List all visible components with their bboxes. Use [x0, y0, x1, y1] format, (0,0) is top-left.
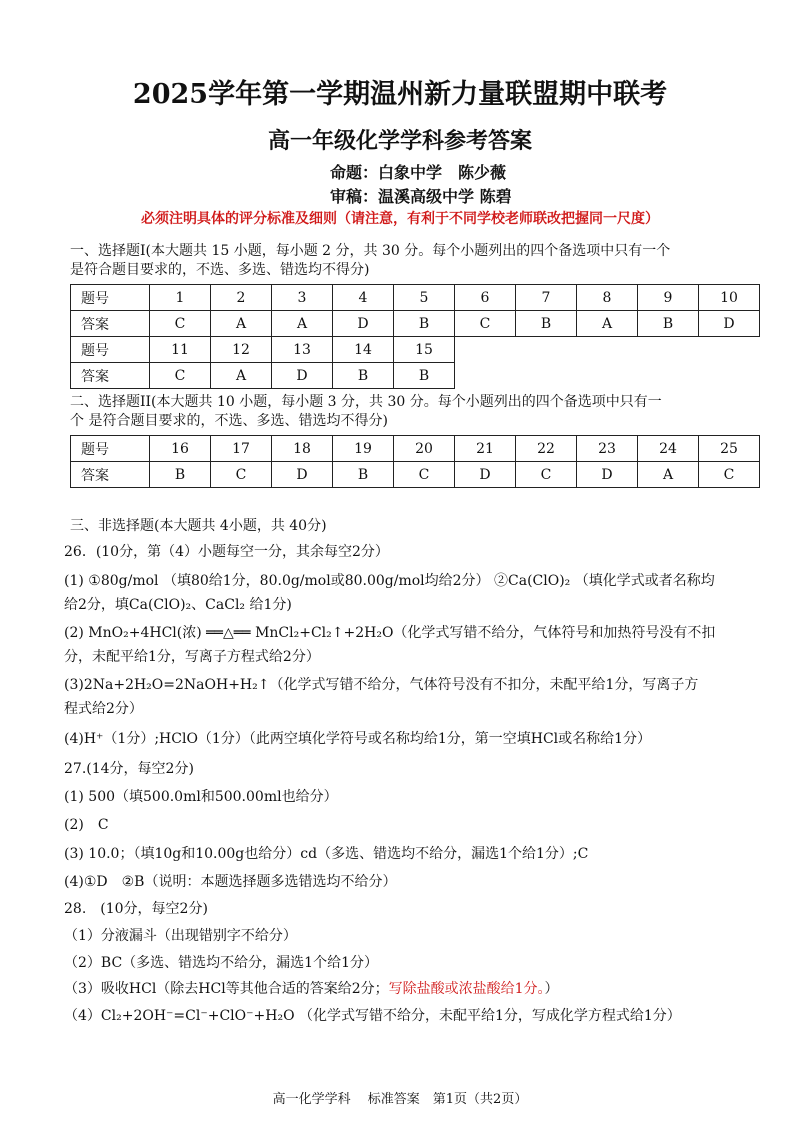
answer-cell: A [638, 462, 699, 488]
answer-cell: D [333, 311, 394, 337]
reviewer-line: 审稿：温溪高级中学 陈碧 [330, 187, 512, 206]
question-number: 7 [516, 285, 577, 311]
q27-part4: (4)①D ②B（说明：本题选择题多选错选均不给分） [64, 874, 397, 890]
q27-part3: (3) 10.0；（填10g和10.00g也给分）cd（多选、错选均不给分，漏选1个给1分）;C [64, 846, 589, 862]
question-number: 4 [333, 285, 394, 311]
answer-cell: D [272, 363, 333, 389]
table-row [71, 337, 455, 363]
answer-cell: D [699, 311, 760, 337]
table-row [71, 311, 760, 337]
q28-part3-highlight: 写除盐酸或浓盐酸给1分。 [388, 981, 545, 997]
table-row [71, 436, 760, 462]
answer-cell: C [699, 462, 760, 488]
question-number: 19 [333, 436, 394, 462]
answer-label: 答案 [71, 363, 150, 389]
question-label: 题号 [71, 285, 150, 311]
table-row [71, 462, 760, 488]
page-subtitle: 高一年级化学学科参考答案 [267, 128, 532, 154]
answer-cell: C [516, 462, 577, 488]
question-number: 5 [394, 285, 455, 311]
question-number: 25 [699, 436, 760, 462]
q26-heading: 26．(10分，第（4）小题每空一分，其余每空2分） [64, 544, 389, 560]
question-number: 15 [394, 337, 455, 363]
q27-part1: (1) 500（填500.0ml和500.00ml也给分） [64, 789, 338, 805]
section3-heading: 三、非选择题(本大题共 4小题，共 40分) [70, 518, 327, 534]
question-number: 13 [272, 337, 333, 363]
q27-part2: (2) C [64, 817, 109, 833]
question-number: 12 [211, 337, 272, 363]
q27-heading: 27.(14分，每空2分) [64, 761, 194, 777]
question-number: 8 [577, 285, 638, 311]
q26-part3-line2: 程式给2分） [64, 701, 143, 717]
question-number: 23 [577, 436, 638, 462]
question-number: 10 [699, 285, 760, 311]
question-number: 17 [211, 436, 272, 462]
answer-cell: B [394, 311, 455, 337]
question-label: 题号 [71, 436, 150, 462]
q26-part1-line2: 给2分，填Ca(ClO)₂、CaCl₂ 给1分) [64, 597, 292, 613]
answer-cell: C [150, 311, 211, 337]
answer-label: 答案 [71, 462, 150, 488]
answer-cell: B [333, 363, 394, 389]
table-row [71, 363, 455, 389]
section1-intro-line1: 一、选择题Ⅰ(本大题共 15 小题，每小题 2 分，共 30 分。每个小题列出的四个备选项中只有一个 [70, 243, 671, 259]
answer-cell: A [211, 363, 272, 389]
q26-part3-line1: (3)2Na+2H₂O=2NaOH+H₂↑（化学式写错不给分，气体符号没有不扣分，未配平给1分，写离子方 [64, 677, 699, 693]
question-number: 20 [394, 436, 455, 462]
q26-part1-line1: (1) ①80g/mol （填80给1分，80.0g/mol或80.00g/mol均给2分） ②Ca(ClO)₂ （填化学式或者名称均 [64, 573, 715, 589]
answer-cell: B [516, 311, 577, 337]
question-number: 2 [211, 285, 272, 311]
section1-intro-line2: 是符合题目要求的，不选、多选、错选均不得分) [70, 262, 370, 278]
answer-label: 答案 [71, 311, 150, 337]
answer-table-1 [70, 284, 760, 337]
q28-part1: （1）分液漏斗（出现错别字不给分） [64, 928, 297, 944]
q26-part4: (4)H⁺（1分）;HClO（1分）（此两空填化学符号或名称均给1分，第一空填HCl或名称给1分） [64, 731, 652, 747]
question-number: 14 [333, 337, 394, 363]
question-number: 9 [638, 285, 699, 311]
answer-cell: D [455, 462, 516, 488]
answer-cell: B [150, 462, 211, 488]
answer-cell: A [577, 311, 638, 337]
answer-cell: C [150, 363, 211, 389]
answer-cell: B [333, 462, 394, 488]
question-number: 24 [638, 436, 699, 462]
question-number: 21 [455, 436, 516, 462]
answer-cell: C [394, 462, 455, 488]
question-label: 题号 [71, 337, 150, 363]
answer-cell: B [638, 311, 699, 337]
question-number: 3 [272, 285, 333, 311]
answer-cell: D [577, 462, 638, 488]
q28-part4: （4）Cl₂+2OH⁻=Cl⁻+ClO⁻+H₂O （化学式写错不给分，未配平给1分，写成化学方程式给1分） [64, 1008, 681, 1024]
answer-cell: C [455, 311, 516, 337]
answer-cell: C [211, 462, 272, 488]
table-row [71, 285, 760, 311]
q28-part3-close: ） [544, 981, 559, 997]
question-number: 6 [455, 285, 516, 311]
q28-part3 [64, 978, 559, 998]
q28-part2: （2）BC（多选、错选均不给分，漏选1个给1分） [64, 955, 378, 971]
answer-cell: D [272, 462, 333, 488]
question-number: 1 [150, 285, 211, 311]
q28-heading: 28. (10分，每空2分) [64, 901, 208, 917]
answer-cell: B [394, 363, 455, 389]
answer-cell: A [272, 311, 333, 337]
question-number: 22 [516, 436, 577, 462]
q26-part2-line1: (2) MnO₂+4HCl(浓) ══△══ MnCl₂+Cl₂↑+2H₂O（化学式写错不给分，气体符号和加热符号没有不扣 [64, 625, 716, 641]
answer-cell: A [211, 311, 272, 337]
question-number: 11 [150, 337, 211, 363]
question-number: 16 [150, 436, 211, 462]
page-footer: 高一化学学科 标准答案 第1页（共2页） [272, 1092, 528, 1107]
q28-part3-text: （3）吸收HCl（除去HCl等其他合适的答案给2分； [64, 981, 389, 997]
grading-notice: 必须注明具体的评分标准及细则（请注意，有利于不同学校老师联改把握同一尺度） [141, 211, 659, 227]
author-line: 命题：白象中学 陈少薇 [330, 163, 507, 182]
q26-part2-line2: 分，未配平给1分，写离子方程式给2分） [64, 649, 320, 665]
answer-table-1b [70, 336, 455, 389]
section2-intro-line2: 个 是符合题目要求的，不选、多选、错选均不得分) [70, 413, 388, 429]
section2-intro-line1: 二、选择题II(本大题共 10 小题，每小题 3 分，共 30 分。每个小题列出的四个备选项中只有一 [70, 394, 662, 410]
question-number: 18 [272, 436, 333, 462]
page-title: 2025学年第一学期温州新力量联盟期中联考 [132, 79, 668, 110]
answer-table-2 [70, 435, 760, 488]
